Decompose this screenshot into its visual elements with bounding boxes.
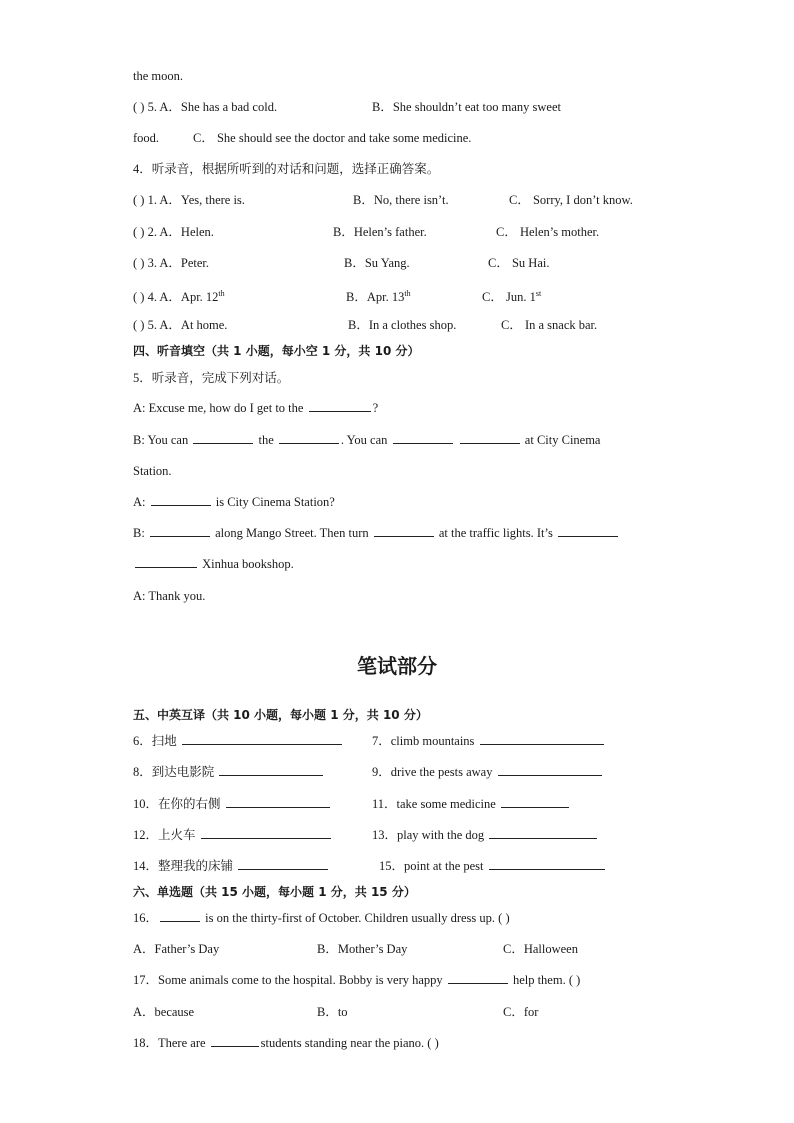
dialogue-text: B: You can <box>133 433 189 447</box>
translate-item <box>372 764 604 780</box>
translate-item <box>133 796 332 812</box>
dialogue-text: at City Cinema <box>524 433 601 447</box>
listen-item: ( ) 1. A．Yes, there is. <box>133 193 245 207</box>
option-a: A．because <box>133 1005 195 1019</box>
translate-item <box>372 733 606 749</box>
question-text: 17．Some animals come to the hospital. Bobby is very happy <box>133 973 443 987</box>
answer-blank[interactable] <box>393 432 453 444</box>
listen-item: ( ) 5. A．At home. <box>133 318 228 332</box>
answer-blank[interactable] <box>460 432 520 444</box>
option-c-text: C． Jun. 1 <box>482 290 536 305</box>
option-c: C． Sorry, I don’t know. <box>509 193 633 207</box>
translate-prompt: 6．扫地 <box>133 734 177 748</box>
answer-blank[interactable] <box>238 858 328 870</box>
dialogue-text: the <box>258 433 274 447</box>
dialogue-text: Xinhua bookshop. <box>202 557 294 571</box>
option-b: B．She shouldn’t eat too many sweet <box>372 100 561 114</box>
translate-item <box>379 858 607 874</box>
dialogue-text: ? <box>372 401 379 415</box>
option-c: C． Su Hai. <box>488 256 550 270</box>
option-a: A．Father’s Day <box>133 942 220 956</box>
option-c: C． Helen’s mother. <box>496 225 600 239</box>
answer-blank[interactable] <box>211 1035 259 1047</box>
dialogue-text: A: <box>133 495 146 509</box>
question-text: help them. ( ) <box>512 973 581 987</box>
answer-blank[interactable] <box>182 733 342 745</box>
superscript: st <box>535 289 542 298</box>
superscript: th <box>218 289 225 298</box>
dialogue-text: is City Cinema Station? <box>215 495 335 509</box>
option-c: C． She should see the doctor and take some medicine. <box>193 131 472 145</box>
answer-blank[interactable] <box>219 764 323 776</box>
answer-blank[interactable] <box>150 525 210 537</box>
option-b: B．No, there isn’t. <box>353 193 449 207</box>
translate-prompt: 12．上火车 <box>133 828 196 842</box>
answer-blank[interactable] <box>558 525 618 537</box>
dialogue-text: at the traffic lights. It’s <box>438 526 553 540</box>
text-line: food. <box>133 131 160 145</box>
listen-item: ( ) 2. A．Helen. <box>133 225 214 239</box>
option-b: B．Su Yang. <box>344 256 410 270</box>
translate-item <box>133 733 344 749</box>
option-c <box>482 286 541 305</box>
written-section-title: 笔试部分 <box>357 654 437 678</box>
translate-prompt: 8．到达电影院 <box>133 765 215 779</box>
translate-prompt: 13．play with the dog <box>372 828 485 842</box>
question-text: students standing near the piano. ( ) <box>260 1036 439 1050</box>
answer-blank[interactable] <box>135 556 197 568</box>
translate-prompt: 15．point at the pest <box>379 859 484 873</box>
option-b-text: B．Apr. 13 <box>346 290 405 305</box>
superscript: th <box>404 289 411 298</box>
answer-blank[interactable] <box>448 972 508 984</box>
translate-prompt: 9．drive the pests away <box>372 765 493 779</box>
listen-item <box>133 286 225 305</box>
question-5: ( ) 5. A．She has a bad cold. <box>133 100 278 114</box>
section-heading: 五、中英互译（共 10 小题，每小题 1 分，共 10 分） <box>133 708 428 722</box>
option-b: B．Helen’s father. <box>333 225 427 239</box>
answer-blank[interactable] <box>226 796 330 808</box>
answer-blank[interactable] <box>193 432 253 444</box>
dialogue-line: Station. <box>133 464 172 478</box>
translate-prompt: 11．take some medicine <box>372 797 496 811</box>
translate-prompt: 10．在你的右侧 <box>133 797 221 811</box>
answer-blank[interactable] <box>501 796 569 808</box>
translate-prompt: 14．整理我的床铺 <box>133 859 234 873</box>
listen-item: ( ) 3. A．Peter. <box>133 256 210 270</box>
answer-blank[interactable] <box>201 827 331 839</box>
text-line: the moon. <box>133 69 183 83</box>
section-heading: 六、单选题（共 15 小题，每小题 1 分，共 15 分） <box>133 885 416 899</box>
answer-blank[interactable] <box>489 827 597 839</box>
option-c: C． In a snack bar. <box>501 318 598 332</box>
question-16 <box>133 910 510 926</box>
dialogue-line <box>133 432 600 448</box>
answer-blank[interactable] <box>489 858 605 870</box>
dialogue-line <box>133 494 335 510</box>
answer-blank[interactable] <box>151 494 211 506</box>
dialogue-line <box>133 525 620 541</box>
translate-item <box>372 796 571 812</box>
question-17 <box>133 972 580 988</box>
dialogue-text: B: <box>133 526 145 540</box>
option-b: B．to <box>317 1005 348 1019</box>
dialogue-text: along Mango Street. Then turn <box>215 526 369 540</box>
option-b <box>346 286 411 305</box>
section-4-instruction: 4．听录音，根据所听到的对话和问题，选择正确答案。 <box>133 162 440 176</box>
question-18 <box>133 1035 439 1051</box>
answer-blank[interactable] <box>309 400 371 412</box>
answer-blank[interactable] <box>480 733 604 745</box>
option-b: B．In a clothes shop. <box>348 318 457 332</box>
answer-blank[interactable] <box>279 432 339 444</box>
section-5-instruction: 5．听录音，完成下列对话。 <box>133 371 290 385</box>
question-text: 18．There are <box>133 1036 206 1050</box>
translate-prompt: 7．climb mountains <box>372 734 475 748</box>
dialogue-line <box>133 400 378 416</box>
answer-blank[interactable] <box>160 910 200 922</box>
option-a: ( ) 4. A．Apr. 12 <box>133 290 219 305</box>
question-number: 16． <box>133 911 159 925</box>
translate-item <box>372 827 599 843</box>
option-b: B．Mother’s Day <box>317 942 408 956</box>
section-heading: 四、听音填空（共 1 小题，每小空 1 分，共 10 分） <box>133 344 420 358</box>
dialogue-text: . You can <box>340 433 388 447</box>
translate-item <box>133 827 333 843</box>
answer-blank[interactable] <box>374 525 434 537</box>
dialogue-line: A: Thank you. <box>133 589 206 603</box>
dialogue-line <box>133 556 294 572</box>
translate-item <box>133 858 330 874</box>
dialogue-text: A: Excuse me, how do I get to the <box>133 401 304 415</box>
option-c: C．for <box>503 1005 539 1019</box>
question-text: is on the thirty-first of October. Children usually dress up. ( ) <box>205 911 510 925</box>
option-c: C．Halloween <box>503 942 578 956</box>
translate-item <box>133 764 325 780</box>
answer-blank[interactable] <box>498 764 602 776</box>
